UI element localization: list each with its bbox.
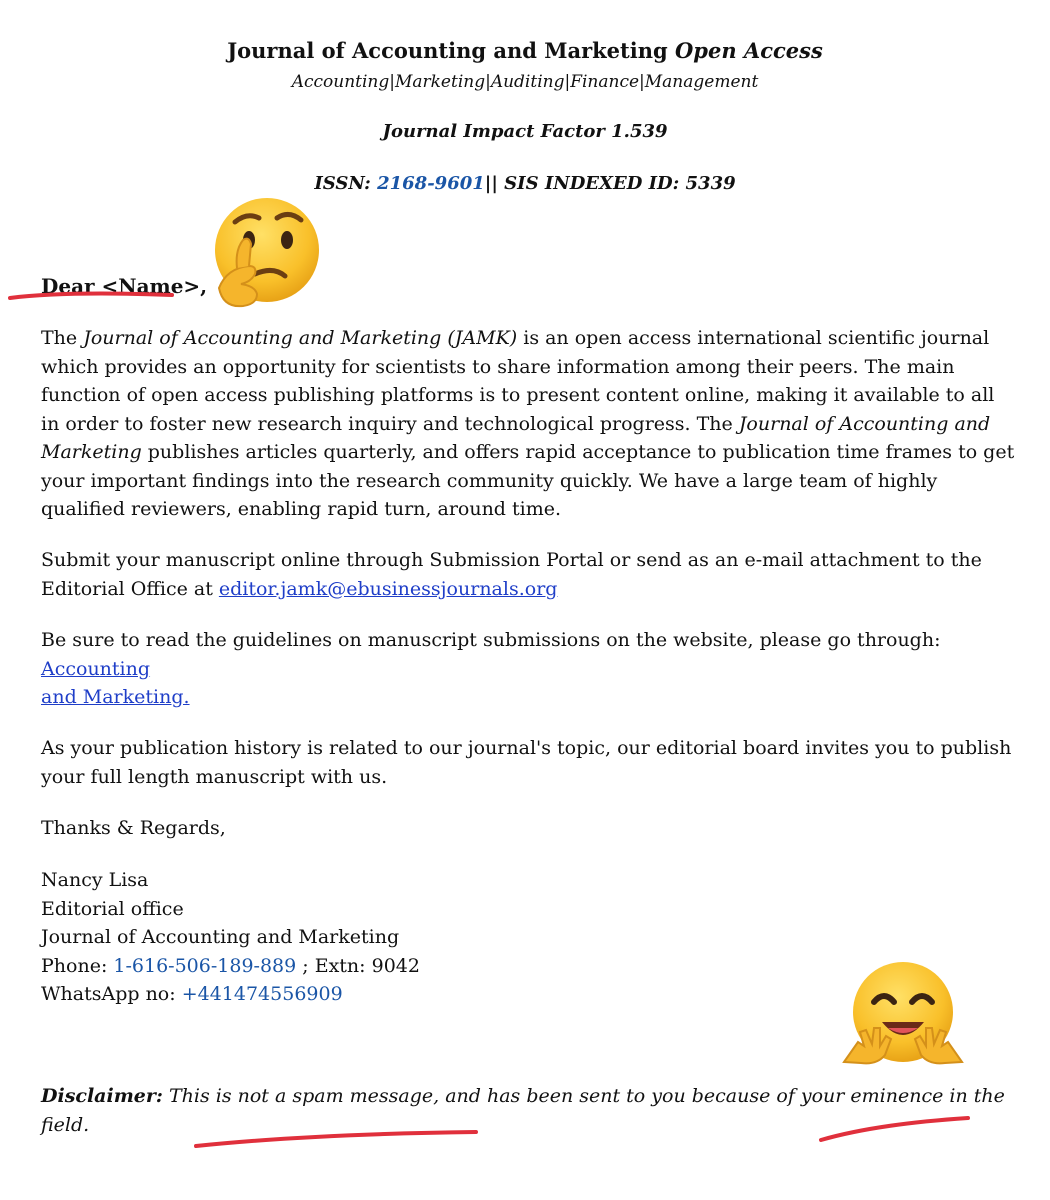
whatsapp-link[interactable]: +441474556909 <box>181 983 343 1005</box>
red-underline-disclaimer-left <box>192 1124 482 1154</box>
guidelines-link-line1[interactable]: Accounting <box>41 657 151 680</box>
submission-paragraph: Submit your manuscript online through Submission Portal or send as an e-mail attachment to the Editorial Office at editor.jamk@ebusinessjournals.org <box>41 549 982 600</box>
closing: Thanks & Regards, <box>41 817 226 839</box>
guidelines-paragraph: Be sure to read the guidelines on manuscript submissions on the website, please go through: Accounting and Marketing. <box>41 629 941 708</box>
issn-line: ISSN: 2168-9601|| SIS INDEXED ID: 5339 <box>314 173 736 194</box>
signature-office: Editorial office <box>41 897 184 920</box>
greeting: Dear <Name>, <box>41 274 208 298</box>
intro-paragraph: The Journal of Accounting and Marketing (JAMK) is an open access international scientific journal which provides an opportunity for scientists to share information among their peers. The main function of open access publishing platforms is to present content online, making it available to all in order to foster new research inquiry and technological progress. The Journal of Accounting and Marketing publishes articles quarterly, and offers rapid acceptance to publication time frames to get your important findings into the research community quickly. We have a large team of highly qualified reviewers, enabling rapid turn, around time. <box>41 327 1015 520</box>
phone-link[interactable]: 1-616-506-189-889 <box>113 954 297 977</box>
signature-whatsapp: WhatsApp no: +441474556909 <box>41 983 343 1005</box>
hugging-face-icon <box>838 958 968 1076</box>
signature-name: Nancy Lisa <box>41 869 149 891</box>
journal-title: Journal of Accounting and Marketing Open Access <box>227 38 823 63</box>
journal-subjects: Accounting|Marketing|Auditing|Finance|Management <box>291 72 759 92</box>
guidelines-link-line2[interactable]: and Marketing. <box>41 686 190 708</box>
red-underline-greeting <box>6 282 176 304</box>
email-link[interactable]: editor.jamk@ebusinessjournals.org <box>218 577 558 600</box>
signature-phone: Phone: 1-616-506-189-889 ; Extn: 9042 <box>41 954 420 977</box>
signature-journal: Journal of Accounting and Marketing <box>41 926 400 948</box>
issn-link[interactable]: 2168-9601 <box>377 173 485 194</box>
invitation-paragraph: As your publication history is related to our journal's topic, our editorial board invites you to publish your full length manuscript with us. <box>41 737 1012 788</box>
disclaimer-label: Disclaimer: <box>41 1085 163 1107</box>
impact-factor: Journal Impact Factor 1.539 <box>382 121 668 142</box>
red-underline-disclaimer-right <box>816 1112 974 1146</box>
disclaimer: Disclaimer: This is not a spam message, and has been sent to you because of your eminence in the field. <box>41 1085 1005 1136</box>
